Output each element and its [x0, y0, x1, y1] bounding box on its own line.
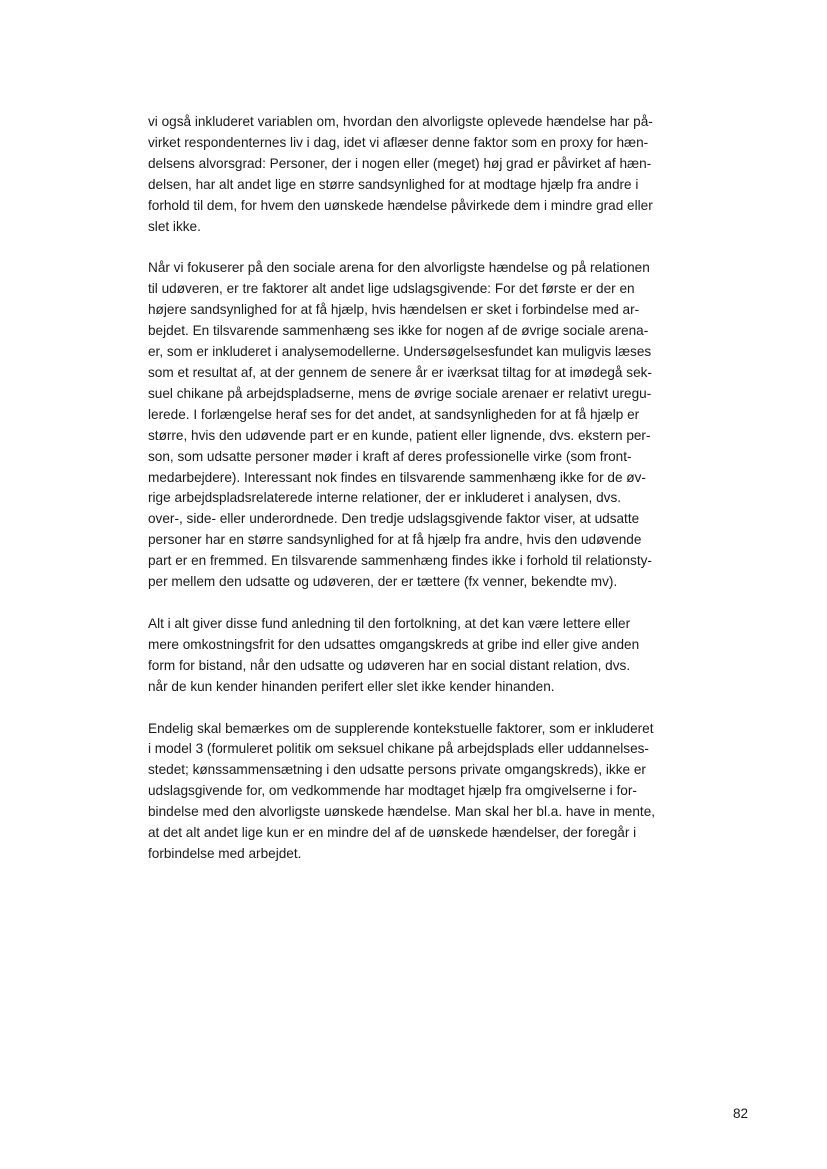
text-line: mere omkostningsfrit for den udsattes omgangskreds at gribe ind eller give anden	[148, 636, 640, 652]
text-line: forhold til dem, for hvem den uønskede hændelse påvirkede dem i mindre grad eller	[148, 197, 653, 213]
page-body	[148, 112, 708, 886]
text-line: højere sandsynlighed for at få hjælp, hvis hændelsen er sket i forbindelse med ar-	[148, 302, 640, 318]
text-line: Når vi fokuserer på den sociale arena for den alvorligste hændelse og på relationen	[148, 260, 650, 276]
paragraph	[148, 719, 708, 865]
text-line: part er en fremmed. En tilsvarende sammenhæng findes ikke i forhold til relationsty-	[148, 553, 652, 569]
text-line: Endelig skal bemærkes om de supplerende kontekstuelle faktorer, som er inkluderet	[148, 720, 654, 736]
text-line: vi også inkluderet variablen om, hvordan den alvorligste oplevede hændelse har på-	[148, 114, 653, 129]
text-line: personer har en større sandsynlighed for at få hjælp fra andre, hvis den udøvende	[148, 532, 642, 548]
text-line: til udøveren, er tre faktorer alt andet lige udslagsgivende: For det første er der en	[148, 281, 635, 297]
text-line: delsens alvorsgrad: Personer, der i nogen eller (meget) høj grad er påvirket af hæn-	[148, 155, 652, 171]
text-line: medarbejdere). Interessant nok findes en tilsvarende sammenhæng ikke for de øv-	[148, 469, 646, 485]
text-line: Alt i alt giver disse fund anledning til den fortolkning, at det kan være lettere eller	[148, 615, 631, 631]
text-line: forbindelse med arbejdet.	[148, 846, 302, 861]
paragraph	[148, 112, 708, 237]
text-line: suel chikane på arbejdspladserne, mens de øvrige sociale arenaer er relativt uregu-	[148, 385, 652, 401]
text-line: større, hvis den udøvende part er en kunde, patient eller lignende, dvs. ekstern per-	[148, 427, 651, 443]
text-line: i model 3 (formuleret politik om seksuel chikane på arbejdsplads eller uddannelses-	[148, 741, 649, 757]
text-line: udslagsgivende for, om vedkommende har modtaget hjælp fra omgivelserne i for-	[148, 783, 637, 799]
text-line: over-, side- eller underordnede. Den tredje udslagsgivende faktor viser, at udsatte	[148, 511, 640, 527]
text-line: lerede. I forlængelse heraf ses for det andet, at sandsynligheden for at få hjælp er	[148, 406, 640, 422]
text-line: slet ikke.	[148, 218, 201, 234]
text-line: per mellem den udsatte og udøveren, der er tættere (fx venner, bekendte mv).	[148, 574, 618, 590]
text-line: form for bistand, når den udsatte og udøveren har en social distant relation, dvs.	[148, 657, 631, 673]
text-line: at det alt andet lige kun er en mindre del af de uønskede hændelser, der foregår i	[148, 825, 637, 841]
text-line: bejdet. En tilsvarende sammenhæng ses ikke for nogen af de øvrige sociale arena-	[148, 323, 649, 339]
text-line: son, som udsatte personer møder i kraft af deres professionelle virke (som front-	[148, 448, 632, 464]
text-line: bindelse med den alvorligste uønskede hændelse. Man skal her bl.a. have in mente,	[148, 804, 656, 820]
paragraph	[148, 258, 708, 593]
text-line: som et resultat af, at der gennem de senere år er iværksat tiltag for at imødegå sek-	[148, 364, 652, 380]
paragraph	[148, 614, 708, 698]
text-line: virket respondenternes liv i dag, idet vi aflæser denne faktor som en proxy for hæn-	[148, 134, 649, 150]
text-line: er, som er inkluderet i analysemodellerne. Undersøgelsesfundet kan muligvis læses	[148, 344, 652, 360]
text-line: stedet; kønssammensætning i den udsatte persons private omgangskreds), ikke er	[148, 762, 646, 778]
text-line: når de kun kender hinanden perifert eller slet ikke kender hinanden.	[148, 678, 555, 694]
page-number: 82	[733, 1106, 749, 1121]
text-line: delsen, har alt andet lige en større sandsynlighed for at modtage hjælp fra andre i	[148, 176, 639, 192]
text-line: rige arbejdspladsrelaterede interne relationer, der er inkluderet i analysen, dvs.	[148, 490, 622, 506]
